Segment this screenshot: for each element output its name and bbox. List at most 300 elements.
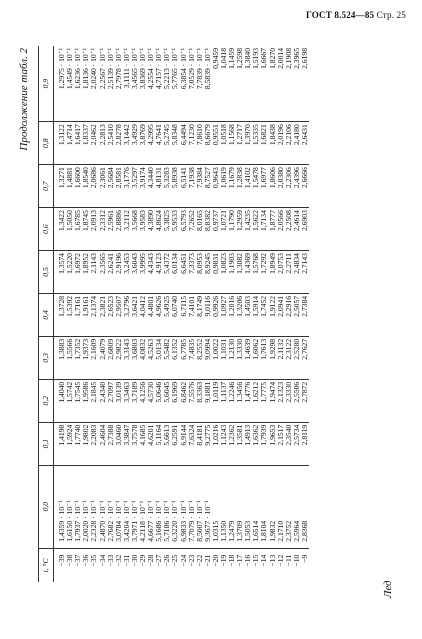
value-cell: 1,3883 bbox=[54, 336, 67, 379]
value-cell: 2,8119 bbox=[301, 422, 309, 465]
column-header: 0,4 bbox=[39, 293, 54, 336]
temperature-cell: −31 bbox=[121, 554, 131, 567]
value-cell: 2,0014 bbox=[277, 46, 285, 122]
value-cell: 1,9161 bbox=[82, 293, 90, 336]
value-cell: 5,2213 · 10⁻¹ bbox=[163, 46, 171, 122]
temperature-cell: −24 bbox=[178, 554, 188, 567]
value-cell: 1,2479 bbox=[228, 465, 236, 548]
value-cell: 1,3728 bbox=[54, 293, 67, 336]
value-cell: 2,0753 bbox=[277, 251, 285, 294]
temperature-cell: −27 bbox=[154, 554, 164, 567]
value-cell: 2,6809 bbox=[107, 336, 115, 379]
value-cell: 2,6198 bbox=[301, 46, 309, 122]
value-cell: 2,4834 bbox=[293, 251, 301, 294]
value-cell: 2,2083 bbox=[90, 422, 98, 465]
value-cell: 1,6212 bbox=[252, 379, 260, 422]
value-cell: 5,3825 bbox=[163, 208, 171, 251]
value-cell: 1,1031 bbox=[220, 336, 228, 379]
value-cell: 1,7939 bbox=[260, 422, 268, 465]
value-cell: 4,3890 bbox=[147, 208, 155, 251]
value-cell: 1,9373 bbox=[82, 336, 90, 379]
value-cell: 2,3330 bbox=[285, 379, 293, 422]
value-cell: 3,1111 · 10⁻¹ bbox=[123, 46, 131, 122]
value-cell: 1,0619 bbox=[220, 165, 228, 208]
value-cell: 2,7143 bbox=[301, 251, 309, 294]
value-cell: 1,5924 bbox=[66, 422, 74, 465]
value-cell: 1,2838 bbox=[236, 165, 244, 208]
value-cell: 6,9144 bbox=[180, 422, 188, 465]
value-cell: 1,0721 bbox=[220, 208, 228, 251]
value-cell: 4,9626 bbox=[155, 293, 163, 336]
value-cell: 2,0462 bbox=[90, 122, 98, 165]
value-cell: 1,7545 bbox=[74, 379, 82, 422]
value-cell: 2,7682 · 10⁻¹ bbox=[107, 465, 115, 548]
temperature-cell: −14 bbox=[259, 554, 269, 567]
value-cell: 1,6600 bbox=[74, 165, 82, 208]
value-cell: 4,8131 bbox=[155, 165, 163, 208]
value-cell: 3,9995 bbox=[139, 251, 147, 294]
value-cell: 1,5768 bbox=[252, 251, 260, 294]
value-cell: 2,6666 bbox=[301, 165, 309, 208]
value-cell: 1,0022 bbox=[212, 336, 220, 379]
value-cell: 1,0418 bbox=[220, 46, 228, 122]
column-header: 0,3 bbox=[39, 336, 54, 379]
value-cell: 2,3122 bbox=[285, 336, 293, 379]
value-cell: 1,1790 bbox=[228, 208, 236, 251]
value-cell: 1,7134 bbox=[260, 208, 268, 251]
temperature-cell: −29 bbox=[138, 554, 148, 567]
table-body bbox=[54, 46, 309, 582]
value-cell: 1,4881 bbox=[66, 165, 74, 208]
value-cell: 1,5050 bbox=[66, 208, 74, 251]
value-cell: 2,4614 bbox=[293, 208, 301, 251]
value-cell: 3,0784 · 10⁻¹ bbox=[115, 465, 123, 548]
value-cell: 8,9245 bbox=[204, 251, 212, 294]
value-cell: 8,7527 bbox=[204, 165, 212, 208]
value-cell: 7,7839 · 10⁻¹ bbox=[196, 46, 204, 122]
column-header: t, °C bbox=[39, 548, 54, 582]
value-cell: 6,0740 bbox=[171, 293, 179, 336]
value-cell: 3,6421 bbox=[131, 293, 139, 336]
value-cell: 1,3330 bbox=[236, 336, 244, 379]
value-cell: 2,5734 bbox=[293, 422, 301, 465]
value-cell: 2,3312 bbox=[99, 208, 107, 251]
value-cell: 2,1845 bbox=[90, 379, 98, 422]
value-cell: 1,7292 bbox=[260, 251, 268, 294]
value-cell: 1,3206 bbox=[236, 293, 244, 336]
value-cell: 1,9586 bbox=[82, 379, 90, 422]
value-cell: 2,6241 bbox=[107, 251, 115, 294]
value-cell: 2,2508 bbox=[285, 208, 293, 251]
value-cell: 2,7627 bbox=[301, 336, 309, 379]
value-cell: 6,9833 · 10⁻¹ bbox=[180, 465, 188, 548]
value-cell: 1,6667 bbox=[260, 46, 268, 122]
substance-label: Лед bbox=[382, 580, 394, 598]
value-cell: 9,2775 bbox=[204, 422, 212, 465]
value-cell: 1,6514 bbox=[252, 465, 260, 548]
value-cell: 5,4372 bbox=[163, 251, 171, 294]
value-cell: 7,4101 bbox=[188, 293, 196, 336]
value-cell: 1,1459 bbox=[228, 46, 236, 122]
value-cell: 2,2916 bbox=[285, 293, 293, 336]
value-cell: 6,0134 bbox=[171, 251, 179, 294]
value-cell: 3,9583 bbox=[139, 208, 147, 251]
value-cell: 2,0196 bbox=[277, 122, 285, 165]
value-cell: 1,5220 bbox=[66, 251, 74, 294]
value-cell: 3,3463 bbox=[123, 379, 131, 422]
value-cell: 2,7388 bbox=[107, 422, 115, 465]
value-cell: 9,0116 bbox=[204, 293, 212, 336]
value-cell: 2,0380 bbox=[277, 165, 285, 208]
value-cell: 1,8104 bbox=[260, 465, 268, 548]
temperature-cell: −22 bbox=[194, 554, 204, 567]
value-cell: 4,4801 bbox=[147, 293, 155, 336]
value-cell: 7,2652 bbox=[188, 208, 196, 251]
value-cell: 6,1969 bbox=[171, 379, 179, 422]
value-cell: 1,0927 bbox=[220, 293, 228, 336]
value-cell: 1,1903 bbox=[228, 251, 236, 294]
value-cell: 3,0139 bbox=[115, 379, 123, 422]
table-row bbox=[301, 46, 309, 582]
value-cell: 1,4102 bbox=[244, 165, 252, 208]
value-cell: 3,0460 bbox=[115, 422, 123, 465]
value-cell: 3,2453 bbox=[123, 251, 131, 294]
value-cell: 2,2106 bbox=[285, 122, 293, 165]
value-cell: 5,7186 · 10⁻¹ bbox=[163, 465, 171, 548]
value-cell: 2,1374 bbox=[90, 293, 98, 336]
value-cell: 4,2118 · 10⁻¹ bbox=[139, 465, 147, 548]
value-cell: 2,3061 bbox=[99, 165, 107, 208]
value-cell: 1,1568 bbox=[228, 122, 236, 165]
page-header bbox=[306, 10, 406, 20]
temperature-cell: −17 bbox=[235, 554, 245, 567]
value-cell: 2,0240 · 10⁻¹ bbox=[90, 46, 98, 122]
temperature-cell: −12 bbox=[275, 554, 285, 567]
value-cell: 2,2306 bbox=[285, 165, 293, 208]
value-cell: 1,3574 bbox=[54, 251, 67, 294]
page-number: Стр. 25 bbox=[376, 10, 406, 20]
value-cell: 5,8348 bbox=[171, 122, 179, 165]
value-cell: 1,5742 bbox=[66, 379, 74, 422]
value-cell: 4,6677 · 10⁻¹ bbox=[147, 465, 155, 548]
value-cell: 1,7352 bbox=[74, 336, 82, 379]
value-cell: 2,7097 bbox=[107, 379, 115, 422]
value-cell: 0,9551 bbox=[212, 122, 220, 165]
value-cell: 1,5622 bbox=[252, 208, 260, 251]
value-cell: 0,9831 bbox=[212, 251, 220, 294]
value-cell: 2,7384 bbox=[301, 293, 309, 336]
value-cell: 1,8949 bbox=[269, 251, 277, 294]
value-cell: 1,3082 bbox=[236, 251, 244, 294]
value-cell: 1,6417 bbox=[74, 122, 82, 165]
rotated-table-area bbox=[16, 42, 406, 602]
value-cell: 1,7161 bbox=[74, 293, 82, 336]
table-caption: Продолжение табл. 2 bbox=[18, 48, 30, 151]
value-cell: 1,5478 bbox=[252, 165, 260, 208]
value-cell: 1,4776 bbox=[244, 379, 252, 422]
value-cell: 3,6803 bbox=[131, 336, 139, 379]
value-cell: 3,4565 · 10⁻¹ bbox=[131, 46, 139, 122]
value-cell: 2,9196 bbox=[115, 251, 123, 294]
value-cell: 2,1710 bbox=[277, 465, 285, 548]
value-cell: 3,1776 bbox=[123, 165, 131, 208]
value-cell: 1,3581 bbox=[236, 422, 244, 465]
value-cell: 3,7578 bbox=[131, 422, 139, 465]
value-cell: 9,3677 · 10⁻¹ bbox=[204, 465, 212, 548]
value-cell: 2,5410 bbox=[107, 122, 115, 165]
value-cell: 6,5793 bbox=[180, 208, 188, 251]
value-cell: 1,7452 bbox=[260, 293, 268, 336]
value-cell: 1,8438 bbox=[269, 122, 277, 165]
column-header: 0,7 bbox=[39, 165, 54, 208]
value-cell: 6,8462 bbox=[180, 379, 188, 422]
value-cell: 1,9474 bbox=[269, 379, 277, 422]
value-cell: 6,5141 bbox=[180, 165, 188, 208]
value-cell: 4,7641 bbox=[155, 122, 163, 165]
value-cell: 2,2813 bbox=[99, 122, 107, 165]
value-cell: 1,2246 bbox=[228, 379, 236, 422]
column-header: 0,6 bbox=[39, 208, 54, 251]
value-cell: 1,3456 bbox=[236, 379, 244, 422]
value-cell: 3,8369 · 10⁻¹ bbox=[139, 46, 147, 122]
value-cell: 6,7115 bbox=[180, 293, 188, 336]
value-cell: 7,9384 bbox=[196, 165, 204, 208]
value-cell: 2,0941 bbox=[277, 293, 285, 336]
column-header: 0,0 bbox=[39, 465, 54, 548]
value-cell: 8,0953 bbox=[196, 251, 204, 294]
value-cell: 5,0134 bbox=[155, 336, 163, 379]
value-cell: 2,8886 bbox=[115, 208, 123, 251]
value-cell: 5,6045 bbox=[163, 379, 171, 422]
value-cell: 5,1686 · 10⁻¹ bbox=[155, 465, 163, 548]
value-cell: 3,2796 bbox=[123, 293, 131, 336]
value-cell: 1,8540 bbox=[82, 165, 90, 208]
value-cell: 2,3565 bbox=[99, 251, 107, 294]
value-cell: 1,7740 bbox=[74, 422, 82, 465]
value-cell: 2,1908 bbox=[285, 46, 293, 122]
temperature-cell: −10 bbox=[291, 554, 301, 567]
value-cell: 3,9174 bbox=[139, 165, 147, 208]
value-cell: 2,5506 bbox=[293, 379, 301, 422]
value-cell: 2,6431 bbox=[301, 122, 309, 165]
value-cell: 9,1881 bbox=[204, 379, 212, 422]
value-cell: 2,4180 bbox=[293, 122, 301, 165]
value-cell: 1,5566 bbox=[66, 336, 74, 379]
value-cell: 1,4503 bbox=[244, 293, 252, 336]
value-cell: 4,4343 bbox=[147, 251, 155, 294]
value-cell: 8,4181 bbox=[196, 422, 204, 465]
value-cell: 3,5297 bbox=[131, 165, 139, 208]
value-cell: 0,9643 bbox=[212, 165, 220, 208]
value-cell: 1,2959 bbox=[236, 208, 244, 251]
temperature-cell: −21 bbox=[202, 554, 212, 567]
value-cell: 1,9832 bbox=[269, 465, 277, 548]
value-cell: 8,3363 bbox=[196, 379, 204, 422]
value-cell: 1,8952 bbox=[82, 251, 90, 294]
temperature-cell: −9 bbox=[299, 554, 309, 563]
value-cell: 3,4204 · 10⁻¹ bbox=[123, 465, 131, 548]
temperature-cell: −38 bbox=[65, 554, 75, 567]
temperature-cell: −15 bbox=[251, 554, 261, 567]
value-cell: 5,0646 bbox=[155, 379, 163, 422]
value-cell: 1,9122 bbox=[269, 293, 277, 336]
value-cell: 1,9802 bbox=[82, 422, 90, 465]
value-cell: 1,6785 bbox=[74, 208, 82, 251]
value-cell: 3,3143 bbox=[123, 336, 131, 379]
value-cell: 4,0832 bbox=[139, 336, 147, 379]
value-cell: 1,3970 bbox=[244, 122, 252, 165]
value-cell: 1,7937 · 10⁻¹ bbox=[74, 465, 82, 548]
value-cell: 2,3965 bbox=[293, 46, 301, 122]
temperature-cell: −13 bbox=[267, 554, 277, 567]
standard-number: ГОСТ 8.524—85 bbox=[306, 10, 375, 20]
value-cell: 1,1137 bbox=[220, 379, 228, 422]
value-cell: 2,1517 bbox=[277, 422, 285, 465]
value-cell: 1,2975 · 10⁻¹ bbox=[54, 46, 67, 122]
temperature-cell: −30 bbox=[129, 554, 139, 567]
temperature-cell: −32 bbox=[113, 554, 123, 567]
value-cell: 2,5964 bbox=[293, 465, 301, 548]
value-cell: 3,5668 bbox=[131, 208, 139, 251]
value-cell: 6,1352 bbox=[171, 336, 179, 379]
temperature-cell: −26 bbox=[162, 554, 172, 567]
data-table bbox=[38, 46, 309, 582]
temperature-cell: −34 bbox=[97, 554, 107, 567]
value-cell: 1,7613 bbox=[260, 336, 268, 379]
value-cell: 1,3422 bbox=[54, 208, 67, 251]
value-cell: 1,5914 bbox=[252, 293, 260, 336]
value-cell: 9,0994 bbox=[204, 336, 212, 379]
table-header-row bbox=[39, 46, 54, 582]
value-cell: 2,5057 bbox=[293, 293, 301, 336]
value-cell: 7,7079 · 10⁻¹ bbox=[188, 465, 196, 548]
temperature-cell: −11 bbox=[283, 554, 293, 567]
value-cell: 8,5007 · 10⁻¹ bbox=[196, 465, 204, 548]
value-cell: 4,5263 bbox=[147, 336, 155, 379]
value-cell: 2,4396 bbox=[293, 165, 301, 208]
value-cell: 1,8337 bbox=[82, 122, 90, 165]
value-cell: 1,6977 bbox=[260, 165, 268, 208]
temperature-cell: −35 bbox=[89, 554, 99, 567]
value-cell: 1,5392 bbox=[66, 293, 74, 336]
value-cell: 1,1350 bbox=[220, 465, 228, 548]
value-cell: 4,1256 bbox=[139, 379, 147, 422]
value-cell: 1,0823 bbox=[220, 251, 228, 294]
value-cell: 1,2717 bbox=[236, 122, 244, 165]
column-header: 0,9 bbox=[39, 46, 54, 122]
value-cell: 1,4369 bbox=[244, 251, 252, 294]
value-cell: 1,0518 bbox=[220, 122, 228, 165]
value-cell: 4,7157 · 10⁻¹ bbox=[155, 46, 163, 122]
value-cell: 7,8610 bbox=[196, 122, 204, 165]
value-cell: 1,5053 bbox=[244, 465, 252, 548]
value-cell: 4,8624 bbox=[155, 208, 163, 251]
value-cell: 1,8606 bbox=[269, 165, 277, 208]
value-cell: 2,3752 bbox=[285, 465, 293, 548]
value-cell: 4,2995 bbox=[147, 122, 155, 165]
value-cell: 2,0913 bbox=[90, 208, 98, 251]
value-cell: 2,0686 bbox=[90, 165, 98, 208]
value-cell: 6,4494 bbox=[180, 122, 188, 165]
value-cell: 2,5961 bbox=[107, 208, 115, 251]
value-cell: 4,2554 · 10⁻¹ bbox=[147, 46, 155, 122]
value-cell: 6,2591 bbox=[171, 422, 179, 465]
value-cell: 1,4040 bbox=[54, 379, 67, 422]
temperature-cell: −28 bbox=[146, 554, 156, 567]
temperature-cell: −39 bbox=[57, 554, 67, 567]
value-cell: 2,8581 bbox=[115, 165, 123, 208]
value-cell: 7,0529 · 10⁻¹ bbox=[188, 46, 196, 122]
value-cell: 1,7775 bbox=[260, 379, 268, 422]
value-cell: 3,3847 bbox=[123, 422, 131, 465]
value-cell: 2,4079 bbox=[99, 336, 107, 379]
value-cell: 1,8777 bbox=[269, 208, 277, 251]
value-cell: 3,8769 bbox=[139, 122, 147, 165]
value-cell: 7,6324 bbox=[188, 422, 196, 465]
value-cell: 2,6903 bbox=[301, 208, 309, 251]
value-cell: 4,6201 bbox=[147, 422, 155, 465]
value-cell: 1,8270 bbox=[269, 46, 277, 122]
value-cell: 2,8278 bbox=[115, 122, 123, 165]
value-cell: 5,4925 bbox=[163, 293, 171, 336]
value-cell: 2,1323 bbox=[277, 379, 285, 422]
value-cell: 1,0315 bbox=[212, 465, 220, 548]
value-cell: 4,9123 bbox=[155, 251, 163, 294]
value-cell: 2,4604 bbox=[99, 422, 107, 465]
value-cell: 2,9822 bbox=[115, 336, 123, 379]
value-cell: 6,3220 · 10⁻¹ bbox=[171, 465, 179, 548]
value-cell: 0,9926 bbox=[212, 293, 220, 336]
value-cell: 2,6523 bbox=[107, 293, 115, 336]
value-cell: 5,6613 bbox=[163, 422, 171, 465]
value-cell: 2,5280 bbox=[293, 336, 301, 379]
temperature-cell: −36 bbox=[81, 554, 91, 567]
value-cell: 1,2130 bbox=[228, 336, 236, 379]
value-cell: 0,9459 bbox=[212, 46, 220, 122]
value-cell: 2,7978 · 10⁻¹ bbox=[115, 46, 123, 122]
value-cell: 1,4198 bbox=[54, 422, 67, 465]
value-cell: 1,9298 bbox=[269, 336, 277, 379]
value-cell: 3,7189 bbox=[131, 379, 139, 422]
value-cell: 2,8368 bbox=[301, 465, 309, 548]
value-cell: 1,0119 bbox=[212, 379, 220, 422]
value-cell: 1,1679 bbox=[228, 165, 236, 208]
value-cell: 1,6150 · 10⁻¹ bbox=[66, 465, 74, 548]
value-cell: 1,2016 bbox=[228, 293, 236, 336]
temperature-cell: −16 bbox=[243, 554, 253, 567]
column-header: 0,5 bbox=[39, 251, 54, 294]
value-cell: 1,4235 bbox=[244, 208, 252, 251]
temperature-cell: −18 bbox=[227, 554, 237, 567]
value-cell: 5,8938 bbox=[171, 165, 179, 208]
value-cell: 2,9507 bbox=[115, 293, 123, 336]
value-cell: 2,2328 · 10⁻¹ bbox=[90, 465, 98, 548]
value-cell: 2,2711 bbox=[285, 251, 293, 294]
value-cell: 7,4835 bbox=[188, 336, 196, 379]
value-cell: 1,4359 · 10⁻¹ bbox=[54, 465, 67, 548]
value-cell: 5,5482 bbox=[163, 336, 171, 379]
value-cell: 8,6679 bbox=[204, 122, 212, 165]
value-cell: 2,4870 · 10⁻¹ bbox=[99, 465, 107, 548]
value-cell: 6,3854 · 10⁻¹ bbox=[180, 46, 188, 122]
value-cell: 7,5576 bbox=[188, 379, 196, 422]
column-header: 0,2 bbox=[39, 379, 54, 422]
value-cell: 3,7971 · 10⁻¹ bbox=[131, 465, 139, 548]
value-cell: 5,9533 bbox=[171, 208, 179, 251]
value-cell: 1,6972 bbox=[74, 251, 82, 294]
temperature-cell: −19 bbox=[218, 554, 228, 567]
value-cell: 2,1609 bbox=[90, 336, 98, 379]
